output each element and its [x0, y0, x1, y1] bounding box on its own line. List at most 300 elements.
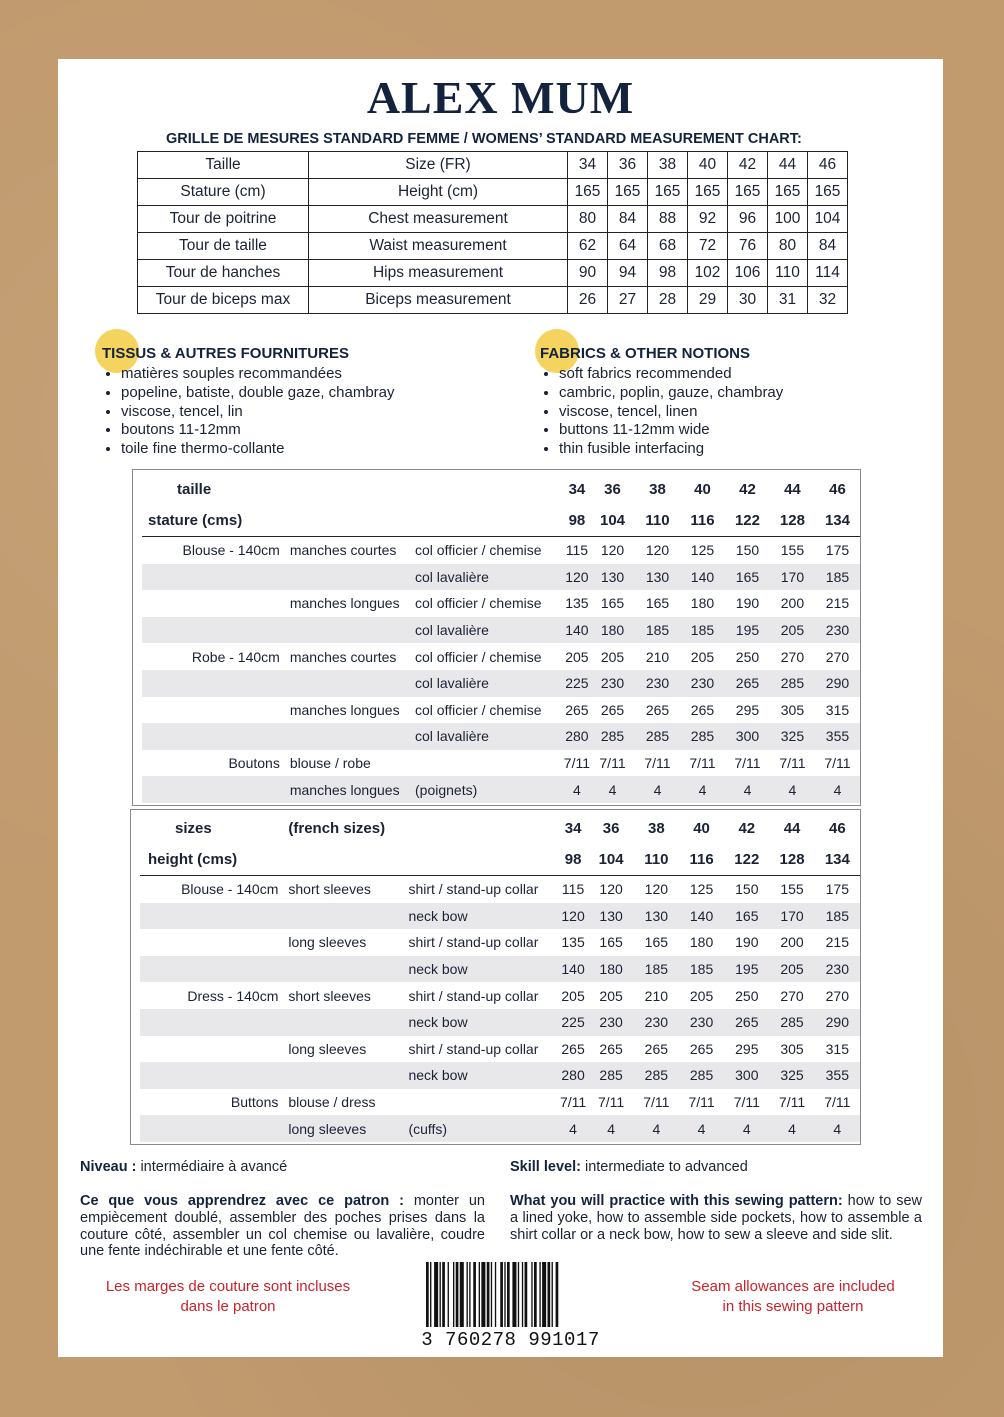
measurement-value: 38: [648, 152, 688, 179]
seam-en-line: in this sewing pattern: [722, 1298, 864, 1315]
fabric-label: [290, 505, 415, 537]
fabric-value: 120: [645, 542, 670, 559]
fabric-value: 190: [735, 595, 760, 612]
fabric-value: 265: [565, 701, 589, 718]
fabric-value: 44: [783, 820, 801, 837]
fabric-value: 34: [568, 481, 586, 498]
measurement-value: 96: [728, 206, 768, 233]
fabric-label: (cuffs): [408, 1115, 557, 1142]
measurement-value: 76: [728, 233, 768, 260]
fabric-label: Blouse - 140cm: [181, 881, 279, 898]
fabric-label: col lavalière: [415, 617, 564, 644]
fabric-value: 155: [780, 542, 805, 559]
fabric-value: 7/11: [824, 1094, 851, 1111]
fabric-value: 7/11: [734, 755, 761, 772]
barcode-bar: [552, 1262, 553, 1327]
fabric-value: 270: [780, 987, 804, 1004]
measurement-label-fr: Tour de taille: [138, 233, 309, 260]
fabric-value: 130: [635, 564, 680, 591]
fabric-value: 265: [561, 1040, 585, 1057]
learn-en-label: What you will practice with this sewing pattern:: [510, 1193, 843, 1209]
measurement-value: 62: [568, 233, 608, 260]
fabric-value: 285: [769, 1009, 814, 1036]
fabric-value: 115: [565, 542, 589, 559]
measurement-value: 46: [808, 152, 848, 179]
fabric-label: col officier / chemise: [415, 542, 542, 559]
measurement-label-fr: Tour de hanches: [138, 260, 309, 287]
measurement-label-en: Size (FR): [309, 152, 568, 179]
fabric-row: [140, 876, 860, 903]
fabric-value: 4: [815, 776, 860, 803]
barcode-bar: [456, 1262, 459, 1327]
fabric-value: 7/11: [643, 1094, 670, 1111]
fabric-value: 110: [635, 505, 680, 537]
fabric-value: 4: [564, 776, 590, 803]
measurement-value: 114: [808, 260, 848, 287]
fabric-value: 98: [558, 844, 589, 876]
fabric-value: 185: [815, 564, 860, 591]
fabric-row: [142, 564, 860, 591]
notions-list-en: [533, 365, 959, 459]
barcode-bar: [440, 1262, 441, 1327]
fabric-value: 195: [724, 956, 769, 983]
notion-item: • thin fusible interfacing: [559, 440, 959, 459]
fabric-label: [142, 723, 290, 750]
notion-item: • buttons 11-12mm wide: [559, 421, 959, 440]
fabric-value: 185: [680, 617, 725, 644]
fabric-value: 4: [724, 1115, 769, 1142]
fabric-row: [140, 929, 860, 956]
fabric-value: 4: [588, 1115, 633, 1142]
fabric-value: 225: [558, 1009, 589, 1036]
fabric-value: 180: [690, 595, 715, 612]
fabric-value: 125: [690, 542, 715, 559]
fabric-label: col lavalière: [415, 564, 564, 591]
fabric-value: 230: [634, 1009, 679, 1036]
fabric-value: 140: [679, 903, 724, 930]
fabric-value: 205: [769, 956, 814, 983]
measurement-label-en: Chest measurement: [309, 206, 568, 233]
fabric-label: short sleeves: [288, 881, 371, 898]
barcode-bar: [522, 1262, 523, 1327]
fabric-label: Dress - 140cm: [187, 987, 279, 1004]
notions-heading-fr: TISSUS & AUTRES FOURNITURES: [102, 345, 349, 362]
fabric-label: manches longues: [290, 776, 415, 803]
measurement-value: 90: [568, 260, 608, 287]
fabric-label: neck bow: [408, 1062, 557, 1089]
skill-level-fr-label: Niveau :: [80, 1159, 137, 1175]
measurement-value: 165: [688, 179, 728, 206]
barcode-bar: [531, 1262, 532, 1327]
fabric-header-row: [140, 844, 860, 876]
fabric-label: blouse / robe: [289, 755, 371, 772]
fabric-value: 215: [825, 595, 850, 612]
fabric-requirements-en: [130, 809, 861, 1145]
fabric-row: [140, 1062, 860, 1089]
measurement-label-fr: Taille: [138, 152, 309, 179]
fabric-value: 165: [645, 595, 670, 612]
barcode-bar: [473, 1262, 476, 1327]
barcode-bar: [442, 1262, 445, 1327]
fabric-label: neck bow: [408, 903, 557, 930]
skill-level-en-value: intermediate to advanced: [580, 1159, 748, 1175]
fabric-value: 295: [735, 1040, 759, 1057]
fabric-value: 270: [825, 987, 849, 1004]
fabric-value: 44: [784, 481, 801, 498]
fabric-label: Robe - 140cm: [191, 648, 280, 665]
fabric-label: taille: [177, 481, 212, 498]
fabric-value: 190: [735, 934, 759, 951]
fabric-value: 210: [645, 648, 670, 665]
barcode-bar: [481, 1262, 485, 1327]
fabric-value: 7/11: [644, 755, 671, 772]
seam-en-line: Seam allowances are included: [691, 1278, 895, 1295]
fabric-value: 285: [634, 1062, 679, 1089]
fabric-value: 205: [689, 987, 714, 1004]
fabric-value: 130: [588, 903, 633, 930]
fabric-value: 165: [724, 903, 769, 930]
measurement-label-en: Height (cm): [309, 179, 568, 206]
measurement-value: 80: [768, 233, 808, 260]
seam-allowance-note-en: [643, 1277, 943, 1317]
fabric-value: 128: [770, 505, 815, 537]
fabric-label: Blouse - 140cm: [182, 542, 280, 559]
skill-level-fr: [80, 1159, 510, 1176]
fabric-value: 150: [735, 881, 759, 898]
fabric-value: 315: [825, 701, 850, 718]
barcode-bar: [479, 1262, 480, 1327]
measurement-value: 84: [608, 206, 648, 233]
measurement-value: 34: [568, 152, 608, 179]
fabric-label: [408, 813, 557, 844]
fabric-label: blouse / dress: [288, 1094, 376, 1111]
fabric-value: 116: [680, 505, 725, 537]
fabric-value: 170: [769, 903, 814, 930]
fabric-value: 130: [590, 564, 635, 591]
barcode-number: 3 760278 991017: [421, 1329, 600, 1351]
notions-list-fr: [95, 365, 541, 459]
fabric-row: [142, 723, 860, 750]
fabric-label: [290, 564, 415, 591]
fabric-value: 225: [564, 670, 590, 697]
fabric-value: 175: [825, 542, 850, 559]
fabric-value: 7/11: [563, 755, 591, 772]
fabric-value: 250: [735, 987, 759, 1004]
fabric-label: long sleeves: [288, 1040, 367, 1057]
fabric-label: [140, 1115, 288, 1142]
fabric-row: [142, 537, 860, 564]
fabric-value: 4: [590, 776, 635, 803]
fabric-value: 4: [679, 1115, 724, 1142]
fabric-value: 46: [828, 820, 846, 837]
fabric-value: 205: [770, 617, 815, 644]
fabric-value: 200: [780, 934, 804, 951]
fabric-label: [142, 617, 290, 644]
measurement-value: 31: [768, 287, 808, 314]
fabric-label: [142, 564, 290, 591]
fabric-label: [415, 474, 564, 505]
fabric-value: 270: [825, 648, 850, 665]
barcode-bar: [469, 1262, 470, 1327]
fabric-value: 175: [825, 881, 849, 898]
measurement-value: 106: [728, 260, 768, 287]
fabric-label: shirt / stand-up collar: [408, 1040, 539, 1057]
fabric-value: 135: [565, 595, 589, 612]
measurement-value: 32: [808, 287, 848, 314]
pattern-title: ALEX MUM: [366, 72, 635, 123]
measurement-value: 29: [688, 287, 728, 314]
fabric-value: 4: [558, 1115, 589, 1142]
fabric-label: shirt / stand-up collar: [408, 934, 539, 951]
measurement-value: 92: [688, 206, 728, 233]
fabric-value: 205: [690, 648, 715, 665]
fabric-row: [140, 903, 860, 930]
measurement-value: 40: [688, 152, 728, 179]
fabric-value: 4: [680, 776, 725, 803]
fabric-label: manches courtes: [289, 542, 397, 559]
barcode-bar: [542, 1262, 546, 1327]
measurement-chart: [137, 151, 848, 314]
fabric-value: 230: [815, 956, 860, 983]
fabric-row: [140, 1089, 860, 1116]
fabric-value: 42: [739, 481, 756, 498]
fabric-value: 290: [815, 670, 860, 697]
measurement-value: 98: [648, 260, 688, 287]
fabric-value: 38: [649, 481, 666, 498]
learn-en: [510, 1193, 922, 1243]
fabric-value: 230: [679, 1009, 724, 1036]
measurement-row: [138, 287, 848, 314]
fabric-value: 280: [558, 1062, 589, 1089]
measurement-value: 44: [768, 152, 808, 179]
fabric-value: 122: [724, 844, 769, 876]
measurement-value: 100: [768, 206, 808, 233]
fabric-value: 265: [725, 670, 770, 697]
fabric-value: 305: [780, 1040, 804, 1057]
fabric-value: 300: [724, 1062, 769, 1089]
fabric-label: [140, 903, 288, 930]
fabric-label: long sleeves: [288, 1115, 408, 1142]
fabric-value: 265: [689, 1040, 714, 1057]
fabric-label: [288, 903, 408, 930]
measurement-value: 26: [568, 287, 608, 314]
barcode-bar: [556, 1262, 559, 1327]
barcode-bar: [453, 1262, 454, 1327]
barcode-bar: [460, 1262, 464, 1327]
fabric-value: 265: [690, 701, 715, 718]
fabric-value: 315: [825, 1040, 849, 1057]
fabric-row: [142, 697, 860, 724]
fabric-value: 205: [600, 648, 625, 665]
fabric-value: 4: [815, 1115, 860, 1142]
fabric-label: [408, 1089, 557, 1116]
fabric-header-row: [142, 505, 860, 537]
fabric-label: [142, 590, 290, 617]
fabric-label: manches longues: [289, 701, 400, 718]
fabric-label: [140, 1036, 288, 1063]
fabric-label: shirt / stand-up collar: [408, 881, 539, 898]
notion-item: • popeline, batiste, double gaze, chambray: [121, 384, 541, 403]
fabric-label: col lavalière: [415, 670, 564, 697]
fabric-value: 7/11: [599, 755, 626, 772]
fabric-value: 104: [590, 505, 635, 537]
fabric-value: 185: [635, 617, 680, 644]
fabric-value: 125: [689, 881, 714, 898]
fabric-value: 120: [644, 881, 669, 898]
measurement-row: [138, 179, 848, 206]
fabric-label: [288, 1009, 408, 1036]
barcode-bar: [507, 1262, 510, 1327]
measurement-value: 42: [728, 152, 768, 179]
fabric-value: 40: [693, 820, 710, 837]
measurement-value: 80: [568, 206, 608, 233]
fabric-label: short sleeves: [288, 987, 371, 1004]
fabric-value: 285: [679, 1062, 724, 1089]
barcode-bar: [448, 1262, 449, 1327]
measurement-value: 88: [648, 206, 688, 233]
measurement-label-fr: Stature (cm): [138, 179, 309, 206]
learn-fr-value: monter un empiècement doublé, assembler des poches prises dans la couture côté, assembler un col chemise ou lavalière, coudre une fente indéchirable et une fente côté.: [80, 1193, 485, 1260]
measurement-row: [138, 260, 848, 287]
barcode-bar: [548, 1262, 551, 1327]
fabric-label: [140, 1009, 288, 1036]
fabric-value: 116: [679, 844, 724, 876]
fabric-value: 38: [647, 820, 665, 837]
fabric-value: 230: [815, 617, 860, 644]
fabric-value: 98: [564, 505, 590, 537]
fabric-label: [290, 670, 415, 697]
fabric-value: 265: [724, 1009, 769, 1036]
fabric-label: [290, 723, 415, 750]
fabric-value: 285: [590, 723, 635, 750]
barcode-bar: [539, 1262, 540, 1327]
fabric-value: 120: [564, 564, 590, 591]
fabric-row: [140, 1036, 860, 1063]
fabric-value: 115: [561, 881, 585, 898]
measurement-value: 27: [608, 287, 648, 314]
fabric-value: 265: [599, 1040, 623, 1057]
fabric-value: 230: [680, 670, 725, 697]
fabric-row: [140, 1115, 860, 1142]
fabric-label: col officier / chemise: [415, 701, 542, 718]
fabric-label: Buttons: [230, 1094, 279, 1111]
fabric-value: 185: [634, 956, 679, 983]
fabric-label: [415, 750, 564, 777]
measurement-value: 64: [608, 233, 648, 260]
fabric-label: manches longues: [289, 595, 400, 612]
fabric-value: 205: [599, 987, 623, 1004]
fabric-label: [140, 956, 288, 983]
barcode-bar: [512, 1262, 516, 1327]
measurement-value: 165: [608, 179, 648, 206]
barcode-bar: [495, 1262, 496, 1327]
notion-item: • toile fine thermo-collante: [121, 440, 541, 459]
measurement-value: 102: [688, 260, 728, 287]
notion-item: • soft fabrics recommended: [559, 365, 959, 384]
measurement-label-fr: Tour de biceps max: [138, 287, 309, 314]
notion-item: • viscose, tencel, lin: [121, 403, 541, 422]
barcode: [426, 1262, 602, 1327]
fabric-value: 134: [815, 505, 860, 537]
fabric-label: [140, 1062, 288, 1089]
measurement-value: 104: [808, 206, 848, 233]
fabric-value: 46: [829, 481, 846, 498]
fabric-label: neck bow: [408, 956, 557, 983]
measurement-value: 165: [648, 179, 688, 206]
notions-heading-en: FABRICS & OTHER NOTIONS: [540, 345, 751, 362]
measurement-label-en: Hips measurement: [309, 260, 568, 287]
measurement-value: 30: [728, 287, 768, 314]
measurement-value: 165: [568, 179, 608, 206]
fabric-value: 355: [815, 723, 860, 750]
fabric-label: [290, 617, 415, 644]
fabric-label: [408, 844, 557, 876]
fabric-value: 155: [780, 881, 804, 898]
barcode-bar: [430, 1262, 431, 1327]
fabric-value: 140: [564, 617, 590, 644]
fabric-value: 122: [725, 505, 770, 537]
fabric-value: 165: [644, 934, 669, 951]
skill-level-en: [510, 1159, 930, 1176]
notion-item: • matières souples recommandées: [121, 365, 541, 384]
fabric-value: 130: [634, 903, 679, 930]
fabric-value: 4: [769, 1115, 814, 1142]
barcode-bar: [518, 1262, 519, 1327]
fabric-value: 305: [780, 701, 805, 718]
learn-en-value: how to sew a lined yoke, how to assemble side pockets, how to assemble a shirt collar or a neck bow, how to sew a sleeve and side slit.: [510, 1193, 922, 1243]
fabric-value: 165: [600, 595, 625, 612]
fabric-label: col lavalière: [415, 723, 564, 750]
fabric-value: 230: [590, 670, 635, 697]
fabric-value: 195: [725, 617, 770, 644]
measurement-row: [138, 206, 848, 233]
fabric-value: 134: [815, 844, 860, 876]
fabric-label: [288, 844, 408, 876]
barcode-bar: [504, 1262, 505, 1327]
measurement-label-fr: Tour de poitrine: [138, 206, 309, 233]
fabric-value: 265: [600, 701, 625, 718]
fabric-label: shirt / stand-up collar: [408, 987, 539, 1004]
measurement-value: 36: [608, 152, 648, 179]
fabric-label: manches courtes: [289, 648, 397, 665]
fabric-value: 205: [561, 987, 585, 1004]
fabric-value: 200: [780, 595, 805, 612]
fabric-label: [142, 776, 290, 803]
notion-item: • cambric, poplin, gauze, chambray: [559, 384, 959, 403]
fabric-value: 7/11: [688, 1094, 715, 1111]
fabric-label: [288, 956, 408, 983]
fabric-value: 36: [604, 481, 621, 498]
fabric-value: 180: [689, 934, 714, 951]
fabric-value: 180: [588, 956, 633, 983]
measurement-value: 165: [808, 179, 848, 206]
fabric-value: 185: [679, 956, 724, 983]
fabric-value: 128: [769, 844, 814, 876]
fabric-row: [142, 643, 860, 670]
learn-fr: [80, 1193, 485, 1260]
fabric-row: [140, 1009, 860, 1036]
notion-item: • boutons 11-12mm: [121, 421, 541, 440]
fabric-value: 4: [634, 1115, 679, 1142]
fabric-value: 7/11: [733, 1094, 760, 1111]
fabric-value: 290: [815, 1009, 860, 1036]
fabric-label: [415, 505, 564, 537]
fabric-value: 355: [815, 1062, 860, 1089]
fabric-value: 7/11: [779, 755, 806, 772]
fabric-value: 230: [635, 670, 680, 697]
fabric-value: 230: [588, 1009, 633, 1036]
barcode-bar: [534, 1262, 537, 1327]
